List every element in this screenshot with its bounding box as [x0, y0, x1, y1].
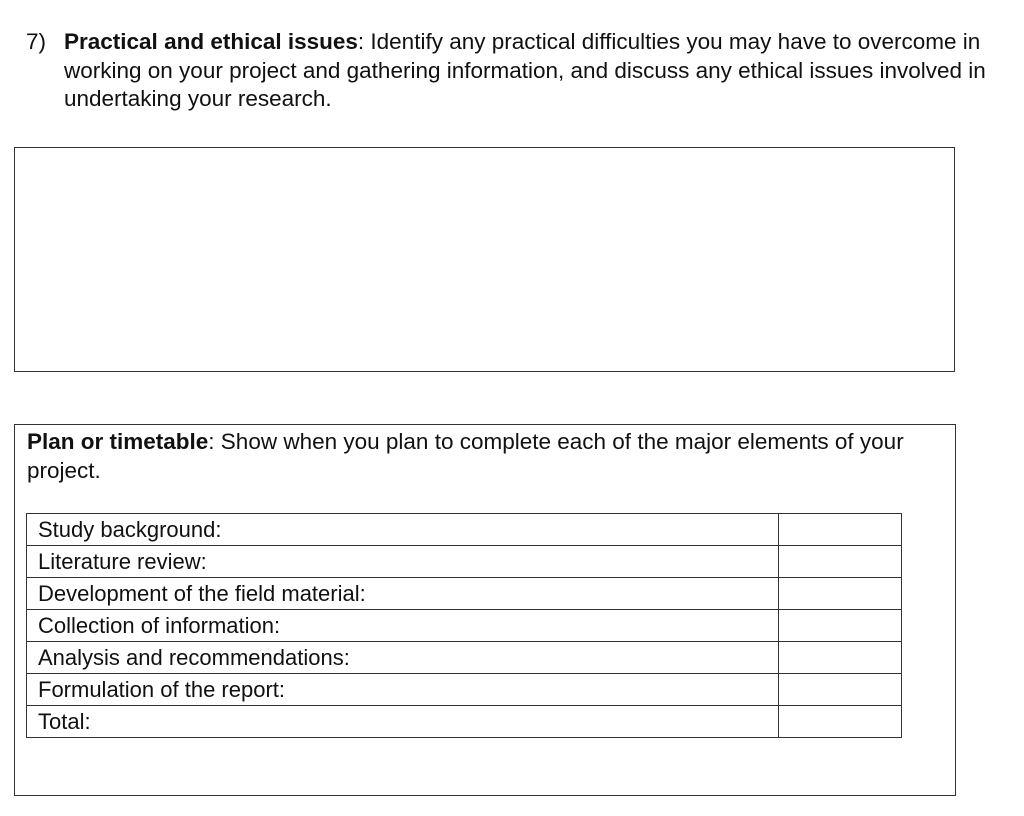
plan-instructions	[27, 428, 947, 485]
question-number: 7)	[26, 29, 47, 54]
question-title: Practical and ethical issues	[64, 29, 358, 54]
question-text: : Identify any practical difficulties you may have to overcome in working on your project and gathering information, and discuss any ethical issues involved in undertaking your research.	[64, 29, 986, 111]
question-7	[26, 28, 986, 114]
row-label-collection-of-information: Collection of information:	[27, 610, 779, 642]
row-label-field-material: Development of the field material:	[27, 578, 779, 610]
row-value-field-material[interactable]	[779, 578, 902, 610]
table-row	[27, 546, 902, 578]
row-label-formulation-of-report: Formulation of the report:	[27, 674, 779, 706]
question-body	[64, 28, 986, 114]
row-value-formulation-of-report[interactable]	[779, 674, 902, 706]
row-value-total[interactable]	[779, 706, 902, 738]
table-row	[27, 514, 902, 546]
row-value-analysis-recommendations[interactable]	[779, 642, 902, 674]
plan-title: Plan or timetable	[27, 429, 209, 454]
table-row	[27, 610, 902, 642]
row-value-literature-review[interactable]	[779, 546, 902, 578]
row-label-total: Total:	[27, 706, 779, 738]
row-label-analysis-recommendations: Analysis and recommendations:	[27, 642, 779, 674]
timetable-table	[26, 513, 902, 738]
plan-description: : Show when you plan to complete each of the major elements of your project.	[27, 429, 904, 483]
table-row	[27, 578, 902, 610]
practical-ethical-answer-box[interactable]	[14, 147, 955, 372]
table-row	[27, 642, 902, 674]
row-label-literature-review: Literature review:	[27, 546, 779, 578]
row-value-study-background[interactable]	[779, 514, 902, 546]
row-label-study-background: Study background:	[27, 514, 779, 546]
table-row	[27, 674, 902, 706]
row-value-collection-of-information[interactable]	[779, 610, 902, 642]
table-row	[27, 706, 902, 738]
plan-timetable-section	[14, 424, 956, 796]
